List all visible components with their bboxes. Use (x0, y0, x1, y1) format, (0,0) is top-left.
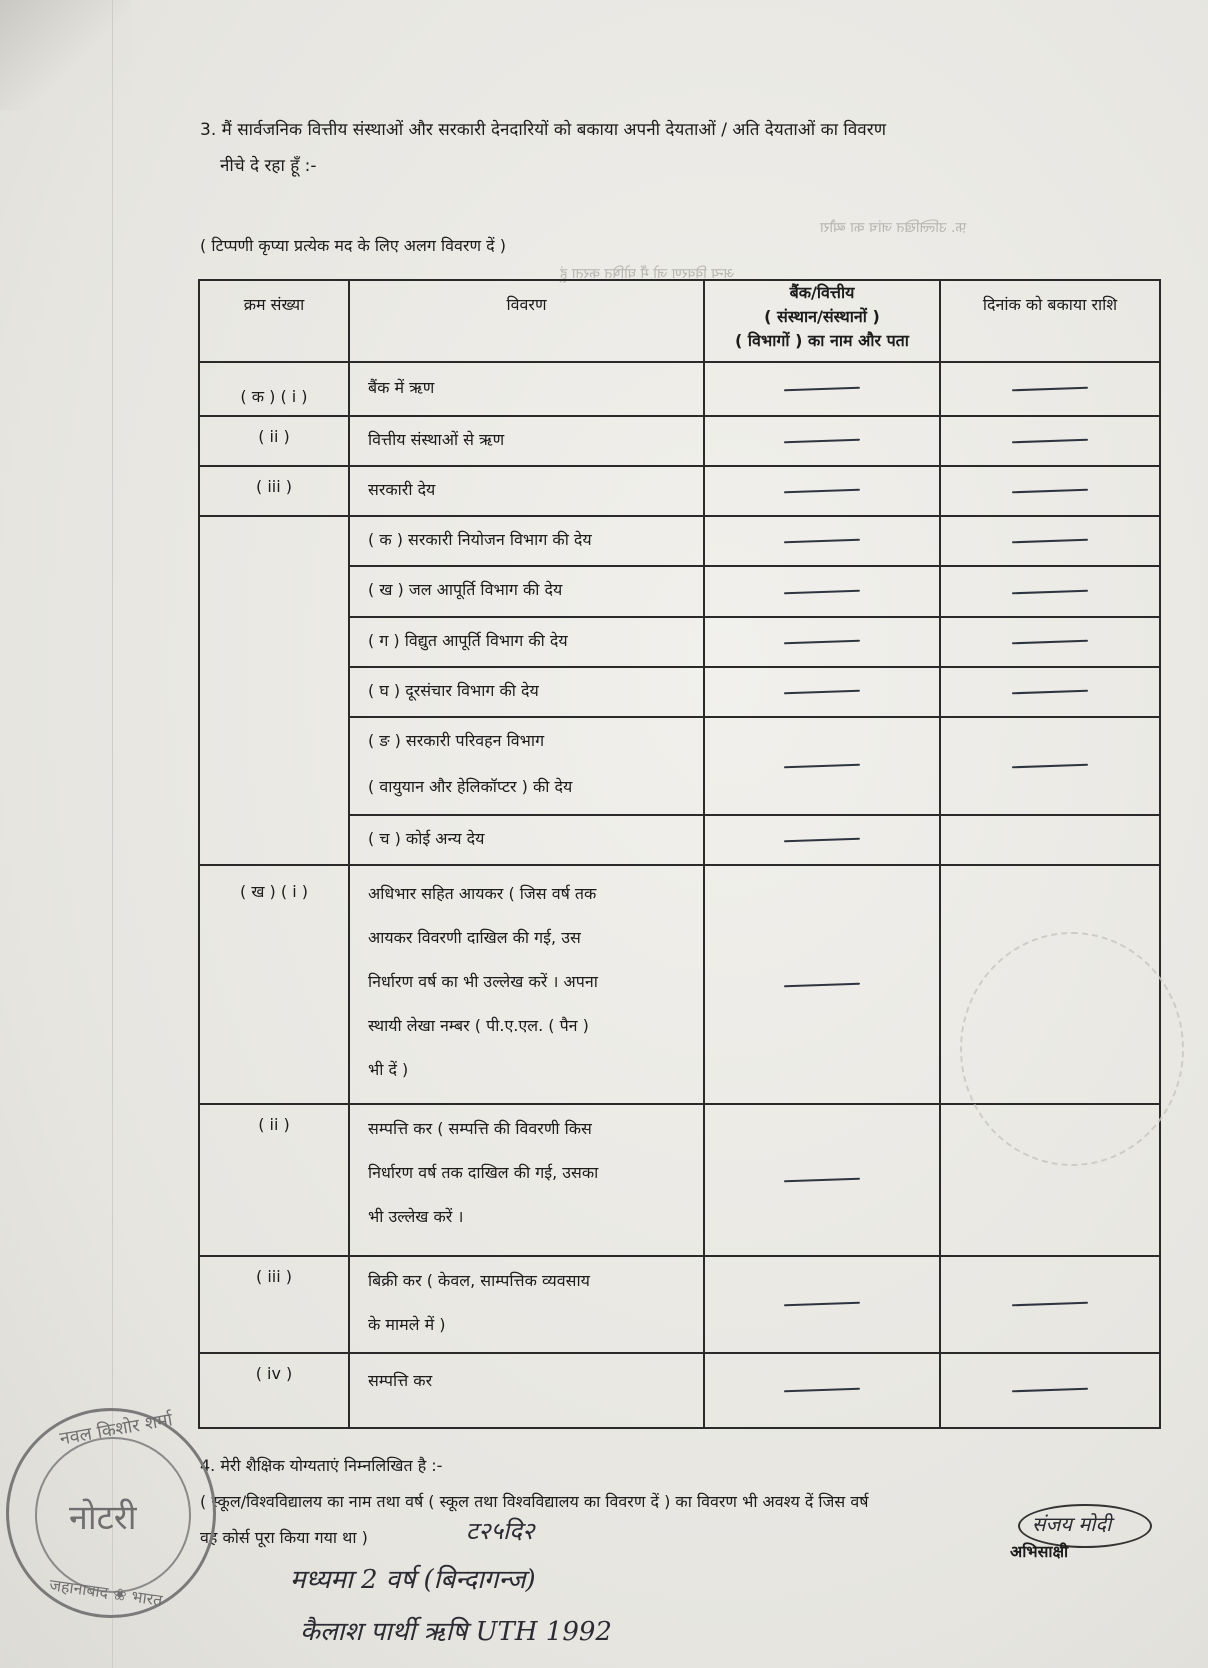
bank-cell (704, 516, 940, 566)
blank-dash (784, 589, 860, 594)
blank-dash (1012, 439, 1088, 444)
bank-cell (704, 717, 940, 815)
serial-cell: ( क ) ( i ) (199, 362, 349, 416)
header-details: विवरण (349, 280, 704, 362)
serial-cell: ( ii ) (199, 416, 349, 466)
header-bank-line2: ( संस्थान/संस्थानों ) (764, 307, 880, 326)
bank-cell (704, 466, 940, 516)
witness-signature: संजय मोदी (1032, 1512, 1112, 1536)
description-cell: ( घ ) दूरसंचार विभाग की देय (349, 667, 704, 717)
faded-seal (960, 932, 1184, 1166)
table-row (199, 1256, 1160, 1352)
amount-cell (940, 566, 1160, 616)
blank-dash (1012, 539, 1088, 544)
blank-dash (1012, 690, 1088, 695)
description-cell: वित्तीय संस्थाओं से ऋण (349, 416, 704, 466)
description-cell: ( च ) कोई अन्य देय (349, 815, 704, 865)
handwritten-qualification: मध्यमा 2 वर्ष (बिन्दागन्ज) (290, 1565, 536, 1595)
header-amount: दिनांक को बकाया राशि (940, 280, 1160, 362)
header-bank-line1: बैंक/वित्तीय (789, 283, 855, 302)
blank-dash (1012, 764, 1088, 769)
description-line: ( ङ ) सरकारी परिवहन विभाग (368, 730, 545, 750)
description-cell (349, 717, 704, 815)
section3-heading-line1: 3. मैं सार्वजनिक वित्तीय संस्थाओं और सरकारी देनदारियों को बकाया अपनी देयताओं / अति देयताओं का विवरण (200, 120, 886, 140)
amount-cell (940, 717, 1160, 815)
amount-cell (940, 416, 1160, 466)
serial-cell: ( ख ) ( i ) (199, 865, 349, 1103)
description-cell: ( क ) सरकारी नियोजन विभाग की देय (349, 516, 704, 566)
bank-cell (704, 416, 940, 466)
description-cell: ( ग ) विद्युत आपूर्ति विभाग की देय (349, 617, 704, 667)
bleed-through-text: फ़. उल्लिखित जांच का ब्यौरा (820, 220, 967, 236)
description-line: अधिभार सहित आयकर ( जिस वर्ष तक (368, 884, 597, 904)
blank-dash (784, 439, 860, 444)
serial-cell: ( iii ) (199, 466, 349, 516)
amount-cell (940, 815, 1160, 865)
bank-cell (704, 1104, 940, 1257)
bank-cell (704, 362, 940, 416)
bank-cell (704, 667, 940, 717)
description-line: आयकर विवरणी दाखिल की गई, उस (368, 928, 581, 948)
section3-heading (200, 112, 1160, 184)
amount-cell (940, 1256, 1160, 1352)
amount-cell (940, 362, 1160, 416)
blank-dash (784, 1302, 860, 1307)
blank-dash (784, 639, 860, 644)
serial-cell-merged (199, 516, 349, 865)
notary-stamp (6, 1408, 216, 1618)
description-line: के मामले में ) (368, 1315, 446, 1335)
amount-cell (940, 516, 1160, 566)
blank-dash (784, 764, 860, 769)
header-bank-line3: ( विभागों ) का नाम और पता (735, 331, 909, 350)
table-row (199, 1353, 1160, 1428)
bank-cell (704, 566, 940, 616)
serial-cell: ( iv ) (199, 1353, 349, 1428)
description-cell: सम्पत्ति कर (349, 1353, 704, 1428)
bank-cell (704, 1353, 940, 1428)
header-serial: क्रम संख्या (199, 280, 349, 362)
serial-cell: ( iii ) (199, 1256, 349, 1352)
blank-dash (784, 1388, 860, 1393)
blank-dash (1012, 489, 1088, 494)
blank-dash (784, 489, 860, 494)
blank-dash (784, 690, 860, 695)
description-cell (349, 1256, 704, 1352)
description-line: सम्पत्ति कर ( सम्पत्ति की विवरणी किस (368, 1118, 592, 1138)
blank-dash (784, 838, 860, 843)
table-row (199, 362, 1160, 416)
section3-note: ( टिप्पणी कृप्या प्रत्येक मद के लिए अलग विवरण दें ) (200, 236, 506, 255)
description-line: भी उल्लेख करें । (368, 1206, 464, 1226)
amount-cell (940, 617, 1160, 667)
stamp-bottom-text: जहानाबाद ❀ भारत (48, 1575, 164, 1610)
description-line: निर्धारण वर्ष तक दाखिल की गई, उसका (368, 1162, 599, 1182)
description-cell (349, 865, 704, 1103)
table-row (199, 416, 1160, 466)
stamp-center-text: नोटरी (69, 1498, 137, 1538)
bank-cell (704, 1256, 940, 1352)
blank-dash (784, 539, 860, 544)
header-bank (704, 280, 940, 362)
table-header-row (199, 280, 1160, 362)
amount-cell (940, 1353, 1160, 1428)
blank-dash (784, 1178, 860, 1183)
handwritten-qualification: कैलाश पार्थी ऋषि UTH 1992 (300, 1617, 612, 1647)
blank-dash (1012, 1302, 1088, 1307)
blank-dash (1012, 639, 1088, 644)
amount-cell (940, 466, 1160, 516)
description-cell: बैंक में ऋण (349, 362, 704, 416)
stamp-top-text: नवल किशोर शर्मा (58, 1409, 175, 1450)
page-fold (0, 0, 130, 110)
section4-line1: ( स्कूल/विश्वविद्यालय का नाम तथा वर्ष ( स्कूल तथा विश्वविद्यालय का विवरण दें ) का विवरण भी अवश्य दें जिस वर्ष (200, 1492, 869, 1511)
description-line: बिक्री कर ( केवल, साम्पत्तिक व्यवसाय (368, 1271, 590, 1291)
serial-cell: ( ii ) (199, 1104, 349, 1257)
blank-dash (784, 386, 860, 391)
section4-heading: 4. मेरी शैक्षिक योग्यताएं निम्नलिखित है :- (200, 1456, 443, 1475)
witness-label: अभिसाक्षी (1010, 1542, 1069, 1561)
description-line: ( वायुयान और हेलिकॉप्टर ) की देय (368, 776, 573, 796)
bank-cell (704, 617, 940, 667)
handwritten-note: ट२५दि२ (466, 1517, 535, 1545)
blank-dash (784, 982, 860, 987)
blank-dash (1012, 1388, 1088, 1393)
section3-heading-line2: नीचे दे रहा हूँ :- (220, 156, 317, 176)
bank-cell (704, 815, 940, 865)
section4-line2: वह कोर्स पूरा किया गया था ) (200, 1528, 368, 1547)
bleed-through-text: अन्य विवरण जो मैं घोषित करता हूं (560, 266, 735, 282)
table-row (199, 466, 1160, 516)
blank-dash (1012, 589, 1088, 594)
description-line: स्थायी लेखा नम्बर ( पी.ए.एल. ( पैन ) (368, 1016, 589, 1036)
blank-dash (1012, 386, 1088, 391)
description-cell (349, 1104, 704, 1257)
description-line: भी दें ) (368, 1060, 409, 1080)
bank-cell (704, 865, 940, 1103)
liabilities-table (198, 279, 1161, 1429)
description-cell: सरकारी देय (349, 466, 704, 516)
description-line: निर्धारण वर्ष का भी उल्लेख करें । अपना (368, 972, 598, 992)
amount-cell (940, 667, 1160, 717)
description-cell: ( ख ) जल आपूर्ति विभाग की देय (349, 566, 704, 616)
table-row (199, 516, 1160, 566)
